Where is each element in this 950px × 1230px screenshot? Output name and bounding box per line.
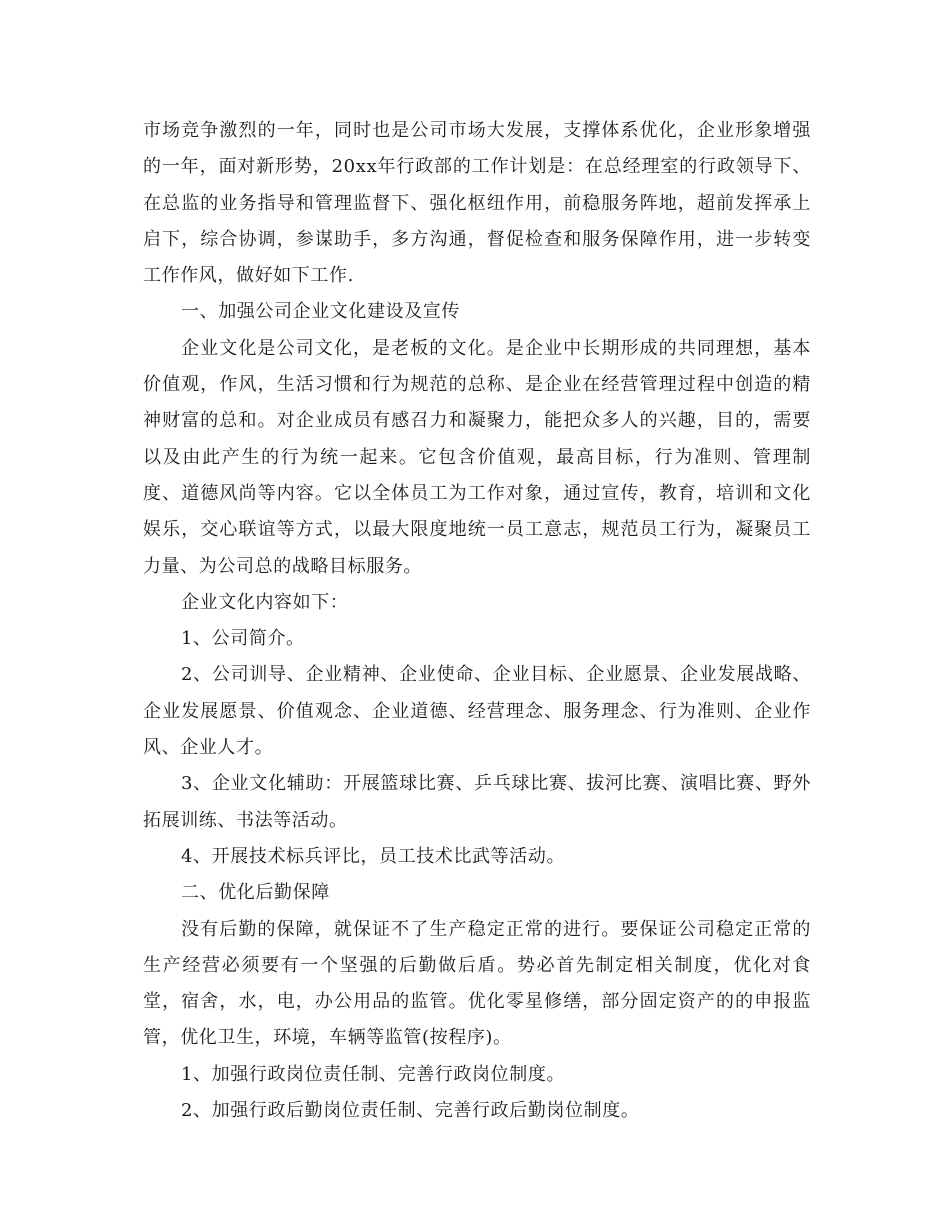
list-item-3: 3、企业文化辅助：开展篮球比赛、乒乓球比赛、拔河比赛、演唱比赛、野外拓展训练、书法等活动。 xyxy=(143,773,811,831)
heading-section-1: 一、加强公司企业文化建设及宣传 xyxy=(181,301,460,323)
list-item-4: 4、开展技术标兵评比，员工技术比武等活动。 xyxy=(181,845,566,867)
list-item-logistics-2: 2、加强行政后勤岗位责任制、完善行政后勤岗位制度。 xyxy=(181,1100,640,1122)
paragraph-culture: 企业文化是公司文化，是老板的文化。是企业中长期形成的共同理想，基本价值观，作风，生活习惯和行为规范的总称、是企业在经营管理过程中创造的精神财富的总和。对企业成员有感召力和凝聚力，能把众多人的兴趣，目的，需要以及由此产生的行为统一起来。它包含价值观，最高目标，行为准则、管理制度、道德风尚等内容。它以全体员工为工作对象，通过宣传，教育，培训和文化娱乐，交心联谊等方式，以最大限度地统一员工意志，规范员工行为，凝聚员工力量、为公司总的战略目标服务。 xyxy=(143,337,811,577)
list-item-1: 1、公司简介。 xyxy=(181,628,305,650)
paragraph-culture-contents: 企业文化内容如下： xyxy=(181,591,349,613)
heading-section-2: 二、优化后勤保障 xyxy=(181,882,330,904)
list-item-logistics-1: 1、加强行政岗位责任制、完善行政岗位制度。 xyxy=(181,1063,566,1085)
list-item-2: 2、公司训导、企业精神、企业使命、企业目标、企业愿景、企业发展战略、企业发展愿景、价值观念、企业道德、经营理念、服务理念、行为准则、企业作风、企业人才。 xyxy=(143,664,811,759)
paragraph-intro: 市场竞争激烈的一年，同时也是公司市场大发展，支撑体系优化，企业形象增强的一年，面对新形势，20xx年行政部的工作计划是：在总经理室的行政领导下、在总监的业务指导和管理监督下、强化枢纽作用，前稳服务阵地，超前发挥承上启下，综合协调，参谋助手，多方沟通，督促检查和服务保障作用，进一步转变工作作风，做好如下工作. xyxy=(143,120,811,287)
paragraph-logistics: 没有后勤的保障，就保证不了生产稳定正常的进行。要保证公司稳定正常的生产经营必须要有一个坚强的后勤做后盾。势必首先制定相关制度，优化对食堂，宿舍，水，电，办公用品的监管。优化零星修缮，部分固定资产的的申报监管，优化卫生，环境，车辆等监管(按程序)。 xyxy=(143,918,811,1049)
document-body xyxy=(143,113,811,1129)
